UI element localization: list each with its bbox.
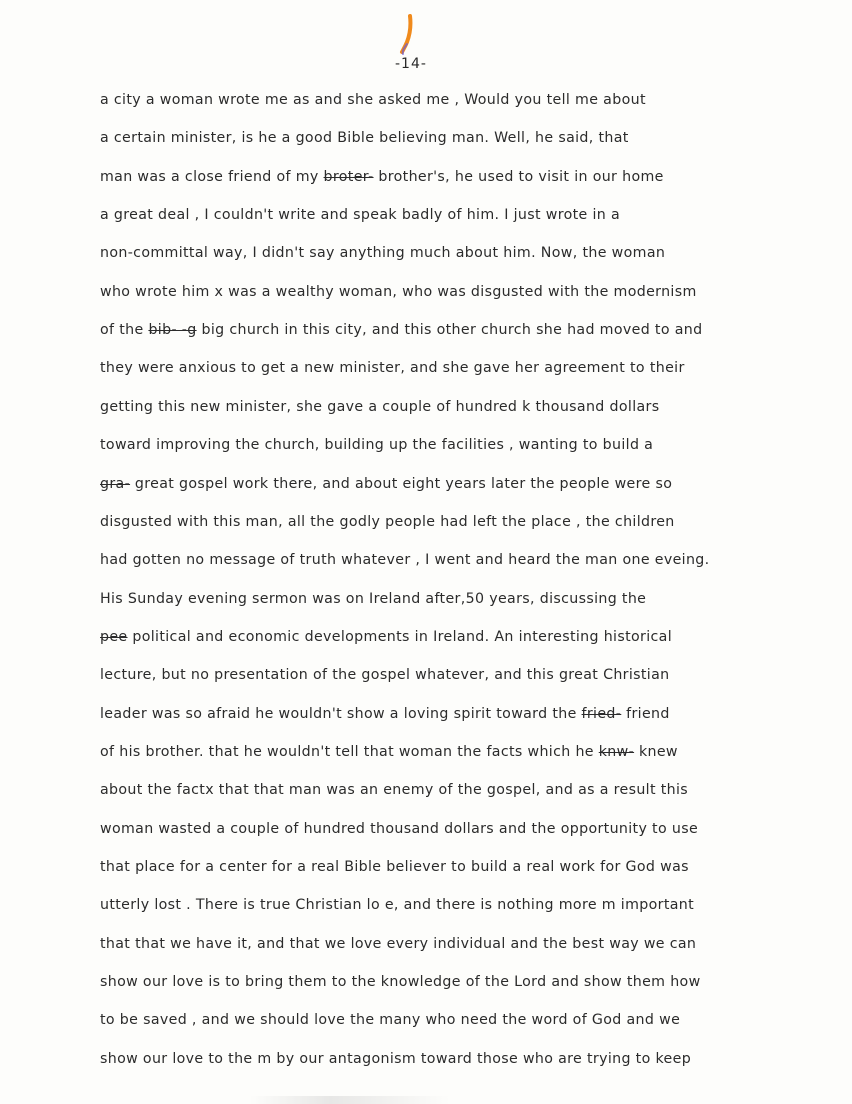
line-text: lecture, but no presentation of the gospel whatever, and this great Christian [100,667,670,684]
text-line [100,552,710,568]
text-line [100,859,689,875]
line-text: His Sunday evening sermon was on Ireland after,50 years, discussing the [100,590,647,607]
text-line [100,744,678,760]
struck-text: broter- [323,168,374,185]
line-text: getting this new minister, she gave a couple of hundred k thousand dollars [100,398,660,415]
text-line [100,782,688,798]
line-text: that place for a center for a real Bible believer to build a real work for God was [100,859,689,875]
line-text: about the factx that that man was an enemy of the gospel, and as a result this [100,782,689,799]
text-line [100,591,646,607]
orange-pen-mark [394,14,424,56]
text-line [100,974,701,990]
struck-text: knw- [598,743,635,760]
text-line [100,284,697,300]
struck-text: bib- -g [148,322,197,339]
line-text: disgusted with this man, all the godly people had left the place , the children [100,513,675,530]
line-text: friend [621,705,670,722]
text-line [100,936,696,952]
text-line [100,169,664,185]
line-text: utterly lost . There is true Christian lo e, and there is nothing more m important [100,897,695,914]
struck-text: fried- [581,705,622,722]
text-line [100,897,694,913]
line-text: woman wasted a couple of hundred thousand dollars and the opportunity to use [100,820,699,837]
line-text: leader was so afraid he wouldn't show a loving spirit toward the [100,705,582,722]
struck-text: gra- [100,475,131,492]
text-line [100,437,653,453]
line-text: to be saved , and we should love the many who need the word of God and we [100,1012,681,1029]
line-text: knew [634,743,678,760]
line-text: great gospel work there, and about eight years later the people were so [130,475,673,492]
text-line [100,1051,691,1067]
line-text: non-committal way, I didn't say anything much about him. Now, the woman [100,245,666,262]
struck-text: pee [100,628,128,645]
line-text: political and economic developments in Ireland. An interesting historical [127,628,672,645]
line-text: that that we have it, and that we love every individual and the best way we can [100,935,697,952]
line-text: brother's, he used to visit in our home [373,168,664,185]
line-text: had gotten no message of truth whatever , I went and heard the man one eveing. [100,552,710,569]
text-line [100,821,698,837]
line-text: who wrote him x was a wealthy woman, who was disgusted with the modernism [100,283,697,300]
text-line [100,1012,680,1028]
text-line [100,667,669,683]
line-text: of his brother. that he wouldn't tell that woman the facts which he [100,743,599,760]
line-text: show our love is to bring them to the knowledge of the Lord and show them how [100,974,701,991]
text-line [100,629,672,645]
text-line [100,360,685,376]
text-line [100,322,702,338]
text-line [100,245,665,261]
line-text: a city a woman wrote me as and she asked me , Would you tell me about [100,92,646,108]
scan-artifact [250,1096,450,1104]
line-text: show our love to the m by our antagonism toward those who are trying to keep [100,1050,692,1067]
line-text: man was a close friend of my [100,168,324,185]
text-line [100,706,670,722]
line-text: big church in this city, and this other church she had moved to and [196,322,703,339]
text-line [100,514,675,530]
line-text: a certain minister, is he a good Bible believing man. Well, he said, that [100,130,629,147]
text-line [100,207,620,223]
line-text: a great deal , I couldn't write and speak badly of him. I just wrote in a [100,207,621,224]
line-text: of the [100,322,149,339]
text-line [100,399,659,415]
line-text: toward improving the church, building up the facilities , wanting to build a [100,437,654,454]
page-number: -14- [395,56,427,72]
text-line [100,476,672,492]
line-text: they were anxious to get a new minister, and she gave her agreement to their [100,360,685,377]
text-line [100,92,646,108]
text-line [100,130,629,146]
